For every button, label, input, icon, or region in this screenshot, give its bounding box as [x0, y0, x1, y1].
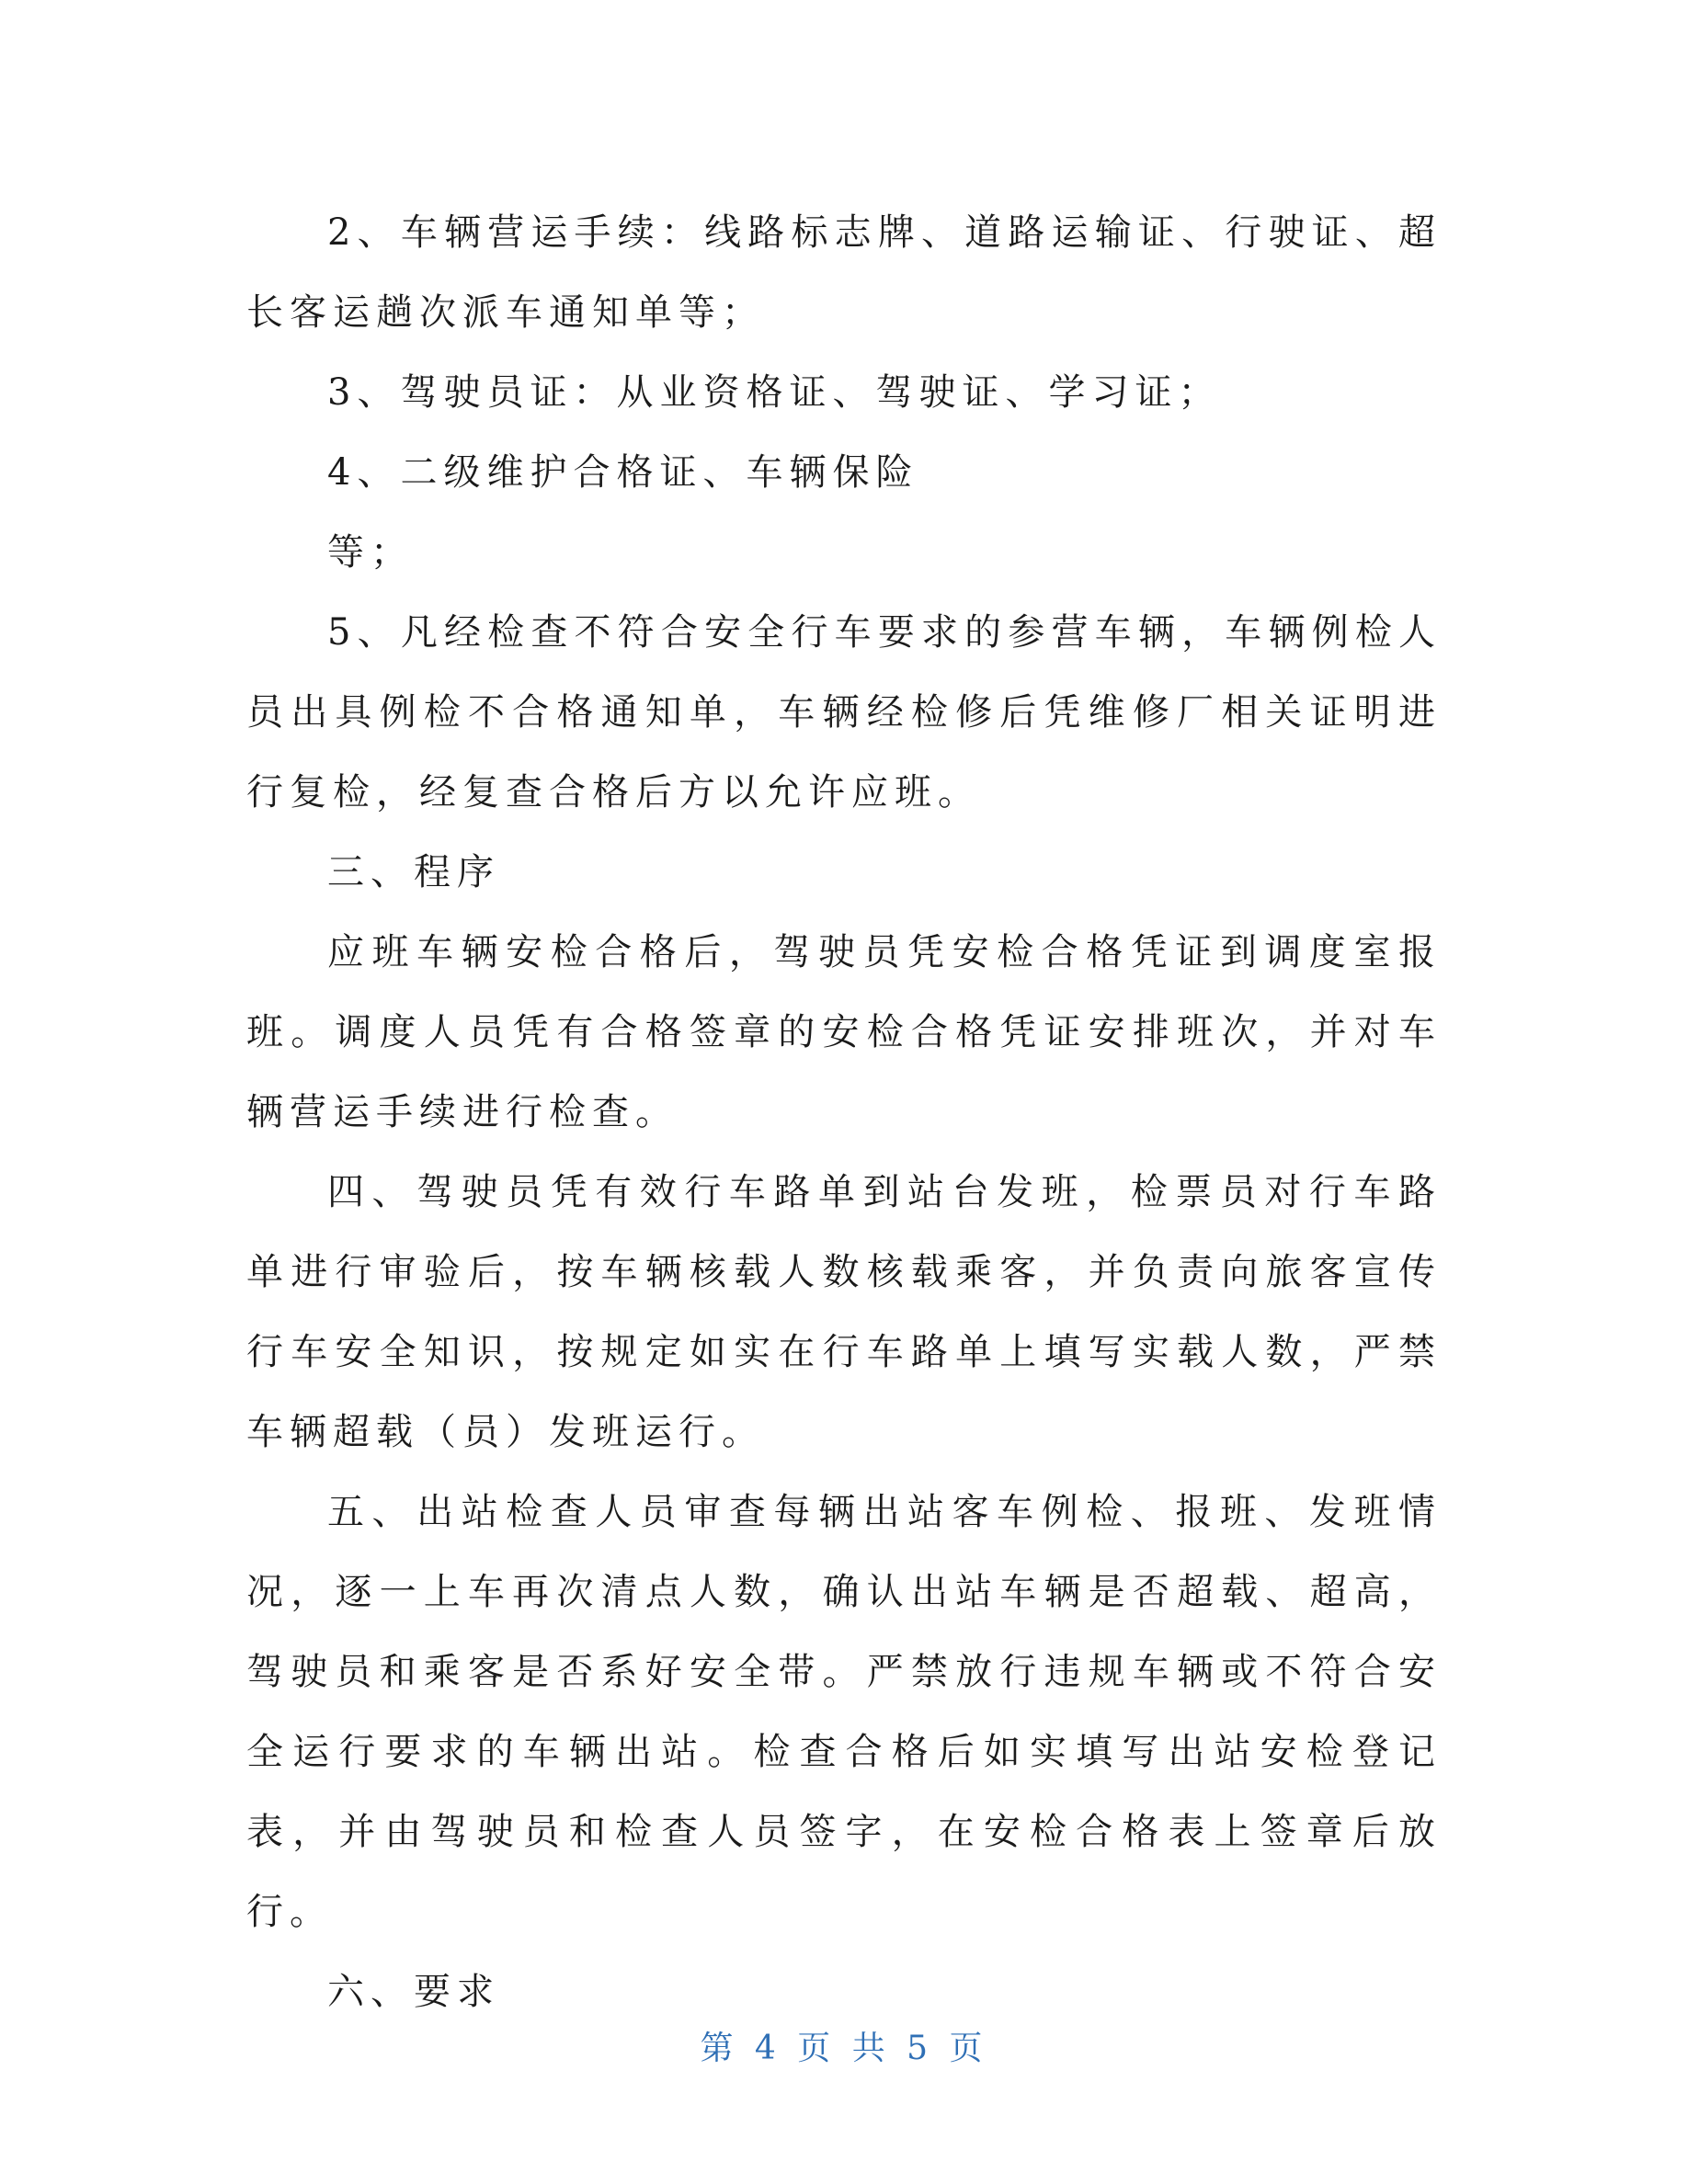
paragraph-exit-inspection: 五、出站检查人员审查每辆出站客车例检、报班、发班情况，逐一上车再次清点人数，确认出站车辆是否超载、超高，驾驶员和乘客是否系好安全带。严禁放行违规车辆或不符合安全运行要求的车辆出站。检查合格后如实填写出站安检登记表，并由驾驶员和检查人员签字，在安检合格表上签章后放行。: [246, 1491, 1442, 1933]
section-heading-procedure: 三、程序: [327, 851, 500, 893]
paragraph-vehicle-operation-documents: 2、车辆营运手续：线路标志牌、道路运输证、行驶证、超长客运趟次派车通知单等；: [246, 211, 1442, 334]
paragraph-etc: 等；: [327, 531, 414, 574]
paragraph-failed-inspection: 5、凡经检查不符合安全行车要求的参营车辆，车辆例检人员出具例检不合格通知单，车辆经检修后凭维修厂相关证明进行复检，经复查合格后方以允许应班。: [246, 611, 1442, 813]
paragraph-driver-certificates: 3、驾驶员证：从业资格证、驾驶证、学习证；: [327, 371, 1222, 414]
paragraph-departure-ticket-check: 四、驾驶员凭有效行车路单到站台发班，检票员对行车路单进行审验后，按车辆核载人数核载乘客，并负责向旅客宣传行车安全知识，按规定如实在行车路单上填写实载人数，严禁车辆超载（员）发班运行。: [246, 1171, 1442, 1453]
paragraph-dispatch-registration: 应班车辆安检合格后，驾驶员凭安检合格凭证到调度室报班。调度人员凭有合格签章的安检合格凭证安排班次，并对车辆营运手续进行检查。: [246, 931, 1442, 1133]
section-heading-requirements: 六、要求: [327, 1971, 500, 2013]
paragraph-maintenance-insurance: 4、二级维护合格证、车辆保险: [327, 451, 919, 494]
page-number-footer: 第 4 页 共 5 页: [700, 2030, 988, 2067]
document-body: [246, 193, 1442, 2032]
